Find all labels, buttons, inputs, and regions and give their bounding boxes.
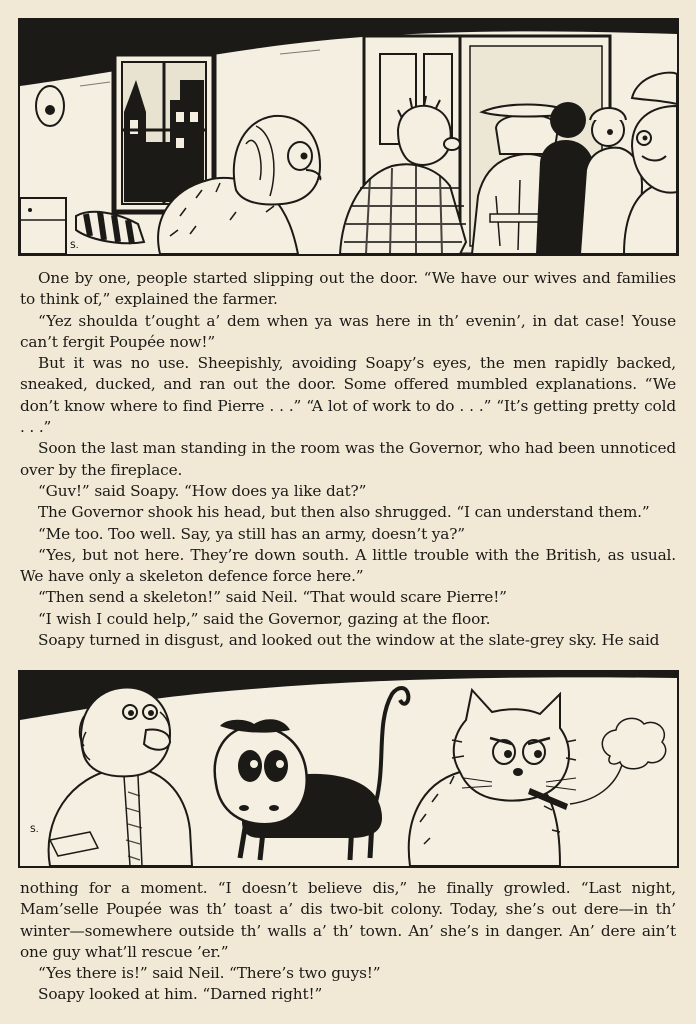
- story-paragraph: Soon the last man standing in the room was the Governor, who had been unnoticed over by the fireplace.: [20, 439, 676, 479]
- story-paragraph: “Guv!” said Soapy. “How does ya like dat?”: [38, 481, 367, 500]
- story-paragraph: “Yes there is!” said Neil. “There’s two guys!”: [38, 964, 381, 983]
- bottom-illustration: [18, 670, 679, 868]
- bottom-illustration-signature: S.: [30, 825, 39, 835]
- story-paragraph: “I wish I could help,” said the Governor, gazing at the floor.: [38, 609, 491, 628]
- story-text-block-1: [20, 268, 676, 651]
- story-paragraph: “Yez shoulda t’ought a’ dem when ya was here in th’ evenin’, in dat case! Youse can’t fergit Poupée now!”: [20, 311, 676, 351]
- story-paragraph: The Governor shook his head, but then also shrugged. “I can understand them.”: [38, 503, 650, 522]
- story-paragraph: “Me too. Too well. Say, ya still has an army, doesn’t ya?”: [38, 524, 465, 543]
- story-text-block-2: [20, 878, 676, 1006]
- story-paragraph: One by one, people started slipping out the door. “We have our wives and families to think of,” explained the farmer.: [20, 269, 676, 309]
- story-paragraph: “Then send a skeleton!” said Neil. “That would scare Pierre!”: [38, 588, 507, 607]
- story-paragraph: But it was no use. Sheepishly, avoiding Soapy’s eyes, the men rapidly backed, sneaked, ducked, and ran out the door. Some offered mumbled explanations. “We don’t know where to find Pierre . . .” “A lot of work to do . . .” “It’s getting pretty cold . . .”: [20, 354, 676, 437]
- story-paragraph: “Yes, but not here. They’re down south. A little trouble with the British, as usual. We have only a skeleton defence force here.”: [20, 545, 676, 586]
- story-paragraph: Soapy turned in disgust, and looked out the window at the slate-grey sky. He said: [38, 631, 660, 650]
- bottom-illustration-art: [20, 672, 677, 866]
- top-illustration-signature: S.: [70, 241, 79, 251]
- top-illustration: [18, 18, 679, 256]
- story-paragraph: nothing for a moment. “I doesn’t believe dis,” he finally growled. “Last night, Mam’selle Poupée was th’ toast a’ dis two-bit colony. Today, she’s out dere—in th’ winter—somewhere outside th’ walls a’ th’ town. An’ she’s in danger. An’ dere ain’t one guy what’ll rescue ’er.”: [20, 879, 676, 961]
- story-paragraph: Soapy looked at him. “Darned right!”: [38, 985, 323, 1004]
- top-illustration-art: [20, 20, 677, 254]
